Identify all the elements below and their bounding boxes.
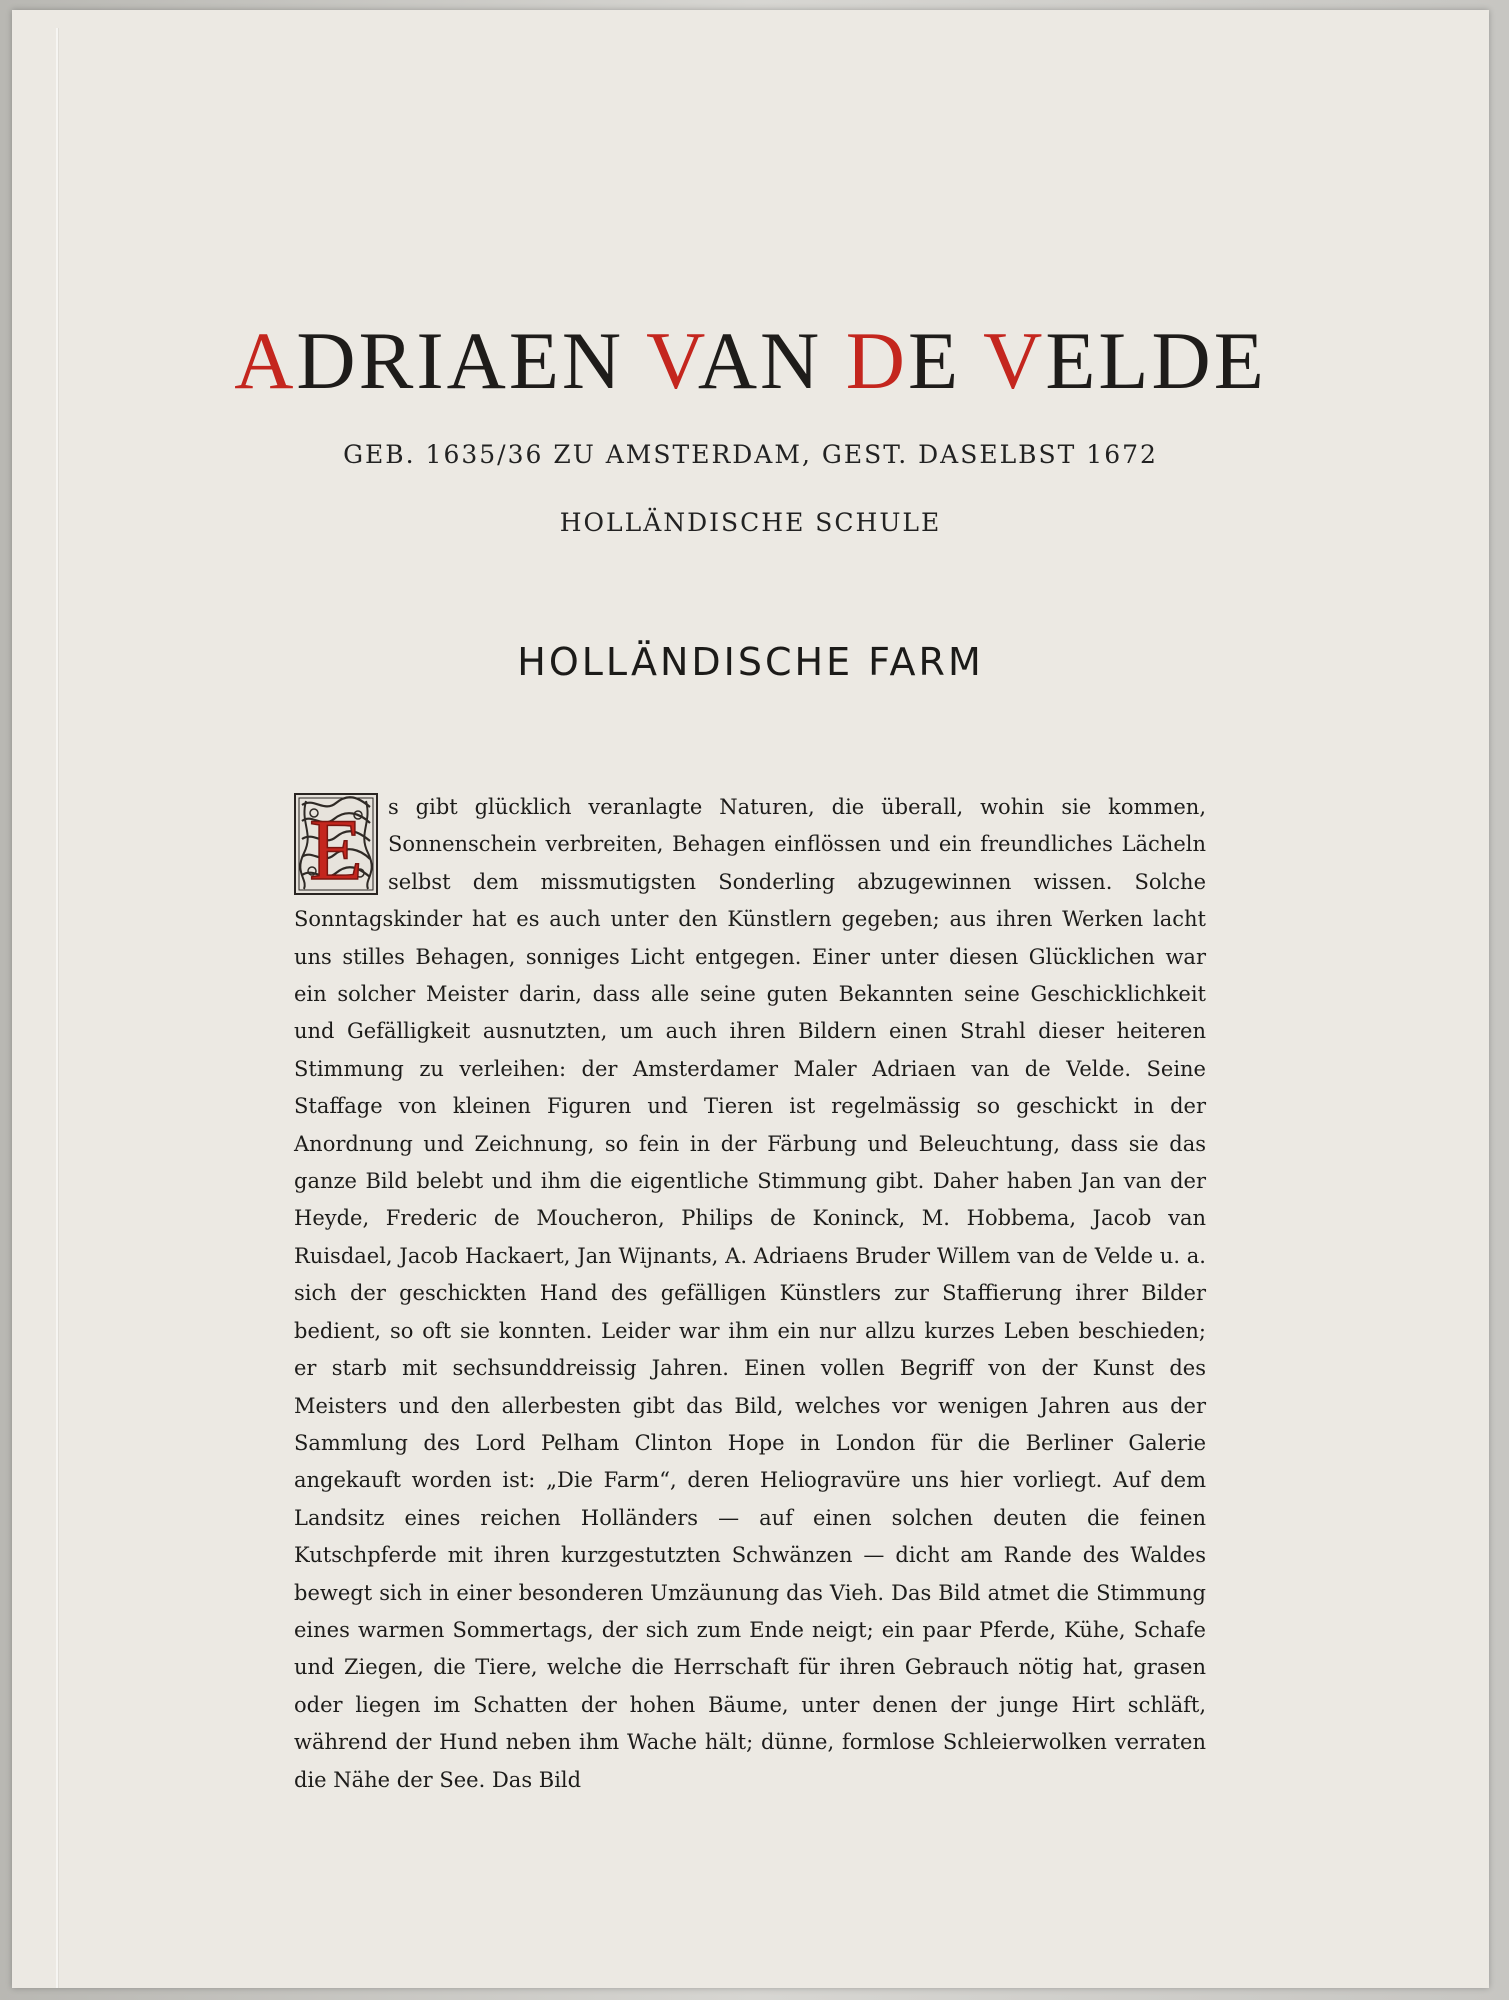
title-initial-a: A <box>234 315 297 406</box>
svg-text:E: E <box>309 802 363 895</box>
ornamental-initial-e-icon <box>294 793 378 895</box>
title-initial-d: D <box>845 315 908 406</box>
subtitle-school: HOLLÄNDISCHE SCHULE <box>559 508 942 537</box>
body-text: s gibt glücklich veranlagte Naturen, die überall, wohin sie kommen, Sonnenschein verbreiten, Behagen einflössen und ein freundliches Lächeln selbst dem missmutigsten Sonderling abzugewinnen wissen. Solche Sonntagskinder hat es auch unter den Künstlern gegeben; aus ihren Werken lacht uns stilles Behagen, sonniges Licht entgegen. Einer unter diesen Glücklichen war ein solcher Meister darin, dass alle seine guten Bekannten seine Geschicklichkeit und Gefälligkeit ausnutzten, um auch ihren Bildern einen Strahl dieser heiteren Stimmung zu verleihen: der Amsterdamer Maler Adriaen van de Velde. Seine Staffage von kleinen Figuren und Tieren ist regelmässig so geschickt in der Anordnung und Zeichnung, so fein in der Färbung und Beleuchtung, dass sie das ganze Bild belebt und ihm die eigentliche Stimmung gibt. Daher haben Jan van der Heyde, Frederic de Moucheron, Philips de Koninck, M. Hobbema, Jacob van Ruisdael, Jacob Hackaert, Jan Wijnants, A. Adriaens Bruder Willem van de Velde u. a. sich der geschickten Hand des gefälligen Künstlers zur Staffierung ihrer Bilder bedient, so oft sie konnten. Leider war ihm ein nur allzu kurzes Leben beschieden; er starb mit sechsunddreissig Jahren. Einen vollen Begriff von der Kunst des Meisters und den allerbesten gibt das Bild, welches vor wenigen Jahren aus der Sammlung des Lord Pelham Clinton Hope in London für die Berliner Galerie angekauft worden ist: „Die Farm“, deren Heliogravüre uns hier vorliegt. Auf dem Landsitz eines reichen Holländers — auf einen solchen deuten die feinen Kutschpferde mit ihren kurzgestutzten Schwänzen — dicht am Rande des Waldes bewegt sich in einer besonderen Umzäunung das Vieh. Das Bild atmet die Stimmung eines warmen Sommertags, der sich zum Ende neigt; ein paar Pferde, Kühe, Schafe und Ziegen, die Tiere, welche die Herrschaft für ihren Gebrauch nötig hat, grasen oder liegen im Schatten der hohen Bäume, unter denen der junge Hirt schläft, während der Hund neben ihm Wache hält; dünne, formlose Schleierwolken verraten die Nähe der See. Das Bild <box>294 795 1206 1792</box>
subtitle-dates: GEB. 1635/36 ZU AMSTERDAM, GEST. DASELBST 1672 <box>343 440 1158 469</box>
page-title <box>12 315 1489 406</box>
title-part-driaen: DRIAEN <box>296 315 647 406</box>
body-paragraph <box>294 789 1206 1799</box>
title-initial-v2: V <box>983 315 1046 406</box>
title-part-elde: ELDE <box>1045 315 1267 406</box>
title-initial-v: V <box>646 315 698 406</box>
paper-sheet <box>12 10 1489 1988</box>
title-part-e: E <box>907 315 984 406</box>
title-part-an: AN <box>697 315 846 406</box>
section-heading: HOLLÄNDISCHE FARM <box>517 640 984 684</box>
